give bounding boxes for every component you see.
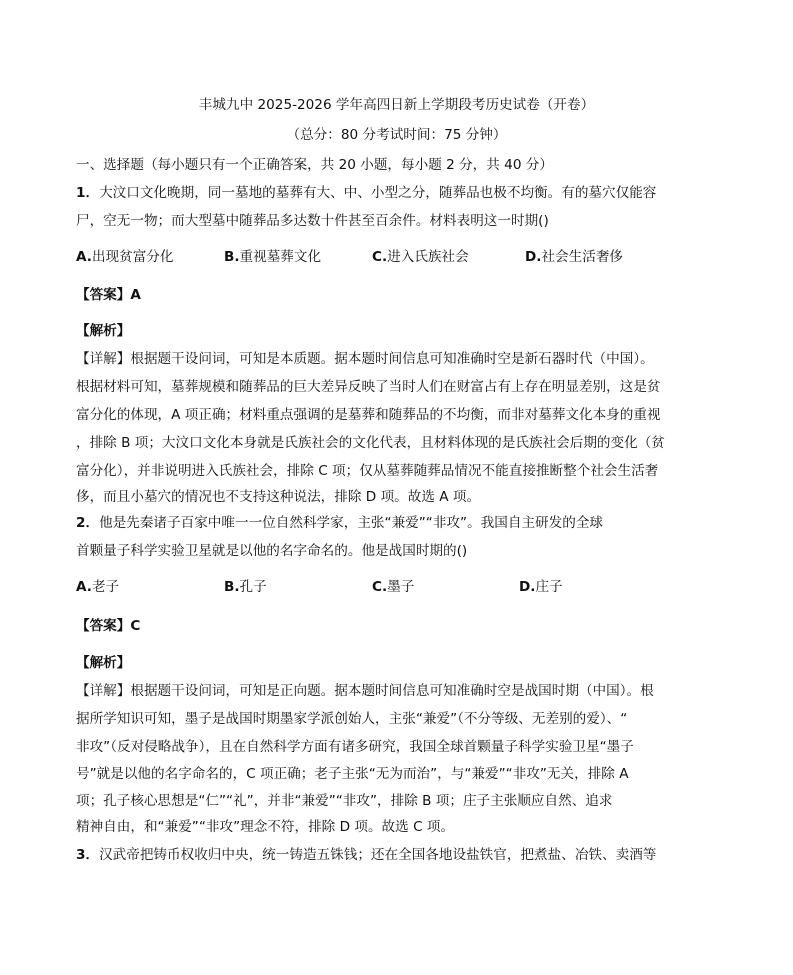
option-text: 庄子 xyxy=(535,579,563,595)
option-text: 出现贫富分化 xyxy=(91,249,174,265)
section-heading: 一、选择题（每小题只有一个正确答案，共 20 小题，每小题 2 分，共 40 分） xyxy=(76,157,553,173)
q1-stem-line-1 xyxy=(76,184,656,202)
q2-option-a xyxy=(76,578,119,596)
q2-option-b xyxy=(224,578,267,596)
q1-option-a xyxy=(76,248,174,266)
q2-number: 2． xyxy=(76,515,100,531)
exam-title: 丰城九中 2025-2026 学年高四日新上学期段考历史试卷（开卷） xyxy=(198,97,595,113)
option-letter: B. xyxy=(224,579,240,595)
q2-stem-line-1 xyxy=(76,514,603,532)
q2-detail-line: 号”就是以他的名字命名的，C 项正确；老子主张“无为而治”，与“兼爱”“非攻”无关，排除 A xyxy=(76,766,629,782)
q1-detail-line: 【详解】根据题干设问词，可知是本质题。据本题时间信息可知准确时空是新石器时代（中国）。 xyxy=(76,351,654,367)
answer-value: C xyxy=(130,618,141,634)
answer-tag: 【答案】 xyxy=(76,287,131,303)
q2-detail-line: 非攻”（反对侵略战争），且在自然科学方面有诸多研究，我国全球首颗量子科学实验卫星“墨子 xyxy=(76,739,634,755)
option-letter: C. xyxy=(372,579,388,595)
q1-detail-line: 侈，而且小墓穴的情况也不支持这种说法，排除 D 项。故选 A 项。 xyxy=(76,489,481,505)
q1-option-c xyxy=(372,248,469,266)
q1-number: 1． xyxy=(76,185,100,201)
option-letter: D. xyxy=(519,579,536,595)
q1-analysis-tag: 【解析】 xyxy=(76,323,131,339)
q2-stem-text: 他是先秦诸子百家中唯一一位自然科学家，主张“兼爱”“非攻”。我国自主研发的全球 xyxy=(99,515,604,531)
option-text: 墨子 xyxy=(387,579,415,595)
q1-option-d xyxy=(525,248,623,266)
q2-detail-line: 项；孔子核心思想是“仁”“礼”，并非“兼爱”“非攻”，排除 B 项；庄子主张顺应自然、追求 xyxy=(76,793,613,809)
option-letter: A. xyxy=(76,249,92,265)
option-text: 老子 xyxy=(91,579,120,595)
q2-answer xyxy=(76,617,140,635)
q2-detail-line: 据所学知识可知，墨子是战国时期墨家学派创始人，主张“兼爱”（不分等级、无差别的爱）、“ xyxy=(76,711,628,727)
q3-stem-text: 汉武帝把铸币权收归中央，统一铸造五铢钱；还在全国各地设盐铁官，把煮盐、冶铁、卖酒等 xyxy=(99,847,657,863)
q1-stem-text: 大汶口文化晚期，同一墓地的墓葬有大、中、小型之分，随葬品也极不均衡。有的墓穴仅能容 xyxy=(99,185,657,201)
answer-value: A xyxy=(130,287,141,303)
option-text: 重视墓葬文化 xyxy=(239,249,322,265)
q2-detail-line: 【详解】根据题干设问词，可知是正向题。据本题时间信息可知准确时空是战国时期（中国）。根 xyxy=(76,683,654,699)
q3-stem-line-1 xyxy=(76,846,656,864)
q2-analysis-tag: 【解析】 xyxy=(76,655,131,671)
q2-option-c xyxy=(372,578,414,596)
option-letter: A. xyxy=(76,579,92,595)
option-text: 孔子 xyxy=(239,579,267,595)
q1-detail-line: 富分化的体现，A 项正确；材料重点强调的是墓葬和随葬品的不均衡，而非对墓葬文化本身的重视 xyxy=(76,407,661,423)
q1-answer xyxy=(76,286,141,304)
q3-number: 3． xyxy=(76,847,100,863)
q1-stem-line-2: 尸，空无一物；而大型墓中随葬品多达数十件甚至百余件。材料表明这一时期() xyxy=(76,213,549,229)
q1-detail-line: 根据材料可知，墓葬规模和随葬品的巨大差异反映了当时人们在财富占有上存在明显差别，这是贫 xyxy=(76,379,661,395)
answer-tag: 【答案】 xyxy=(76,618,131,634)
option-letter: C. xyxy=(372,249,388,265)
option-text: 社会生活奢侈 xyxy=(541,249,624,265)
q2-detail-line: 精神自由，和“兼爱”“非攻”理念不符，排除 D 项。故选 C 项。 xyxy=(76,819,455,835)
q2-option-d xyxy=(519,578,563,596)
q1-detail-line: 富分化），并非说明进入氏族社会，排除 C 项；仅从墓葬随葬品情况不能直接推断整个社会生活奢 xyxy=(76,463,659,479)
q2-stem-line-2: 首颗量子科学实验卫星就是以他的名字命名的。他是战国时期的() xyxy=(76,543,468,559)
exam-subtitle: （总分：80 分考试时间：75 分钟） xyxy=(286,127,507,143)
q1-option-b xyxy=(224,248,321,266)
option-text: 进入氏族社会 xyxy=(387,249,469,265)
option-letter: D. xyxy=(525,249,542,265)
q1-detail-line: ，排除 B 项；大汶口文化本身就是氏族社会的文化代表，且材料体现的是氏族社会后期的变化（贫 xyxy=(76,435,665,451)
option-letter: B. xyxy=(224,249,240,265)
